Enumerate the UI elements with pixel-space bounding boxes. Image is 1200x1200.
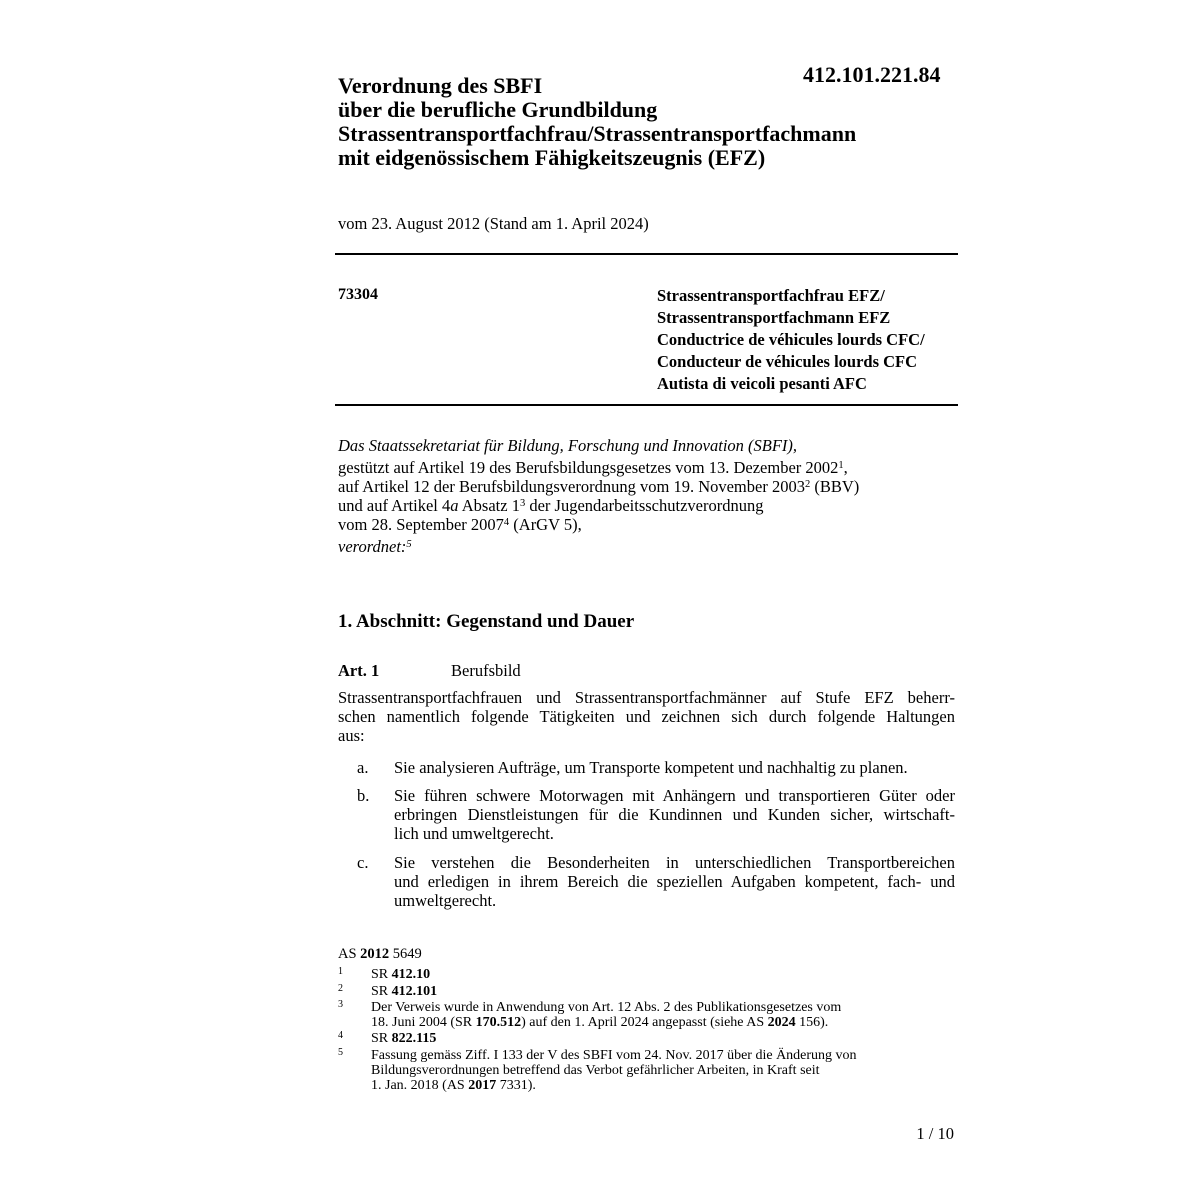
page-number: 1 / 10 [916, 1124, 954, 1143]
preamble-line: vom 28. September 2007$^4$ (ArGV 5), [338, 515, 582, 534]
footnote-number: 3 [338, 999, 343, 1010]
title-line: mit eidgenössischem Fähigkeitszeugnis (EFZ) [338, 145, 766, 170]
item-line: Sie führen schwere Motorwagen mit Anhängern und transportieren Güter oder [394, 786, 955, 805]
preamble-line: und auf Artikel 4a Absatz $1^3$ der Jugendarbeitsschutzverordnung [338, 496, 764, 515]
footnote-ref: 4 [503, 517, 510, 528]
footnote-ref: 3 [519, 498, 526, 509]
profession-name: Autista di veicoli pesanti AFC [657, 374, 867, 393]
profession-name: Conductrice de véhicules lourds CFC/ [657, 330, 925, 349]
item-line: umweltgerecht. [394, 891, 497, 910]
title-line: über die berufliche Grundbildung [338, 97, 658, 122]
item-line: Sie verstehen die Besonderheiten in unterschiedlichen Transportbereichen [394, 853, 955, 872]
as-reference: AS 2012 5649 [338, 946, 422, 962]
profession-name: Strassentransportfachmann EFZ [657, 308, 891, 327]
section-heading: 1. Abschnitt: Gegenstand und Dauer [338, 611, 635, 632]
footnote-ref: 1 [838, 460, 844, 471]
preamble-line: auf Artikel 12 der Berufsbildungsverordnung vom 19. November 2003$^2$ (BBV) [338, 477, 860, 496]
profession-name: Conducteur de véhicules lourds CFC [657, 352, 918, 371]
intro-line: Strassentransportfachfrauen und Strassentransportfachmänner auf Stufe EFZ beherr- [338, 688, 955, 707]
preamble-line: gestützt auf Artikel 19 des Berufsbildungsgesetzes vom 13. Dezember 2002$^1$, [338, 458, 848, 477]
article-title: Berufsbild [451, 661, 521, 680]
profession-name: Strassentransportfachfrau EFZ/ [657, 286, 885, 305]
preamble-issuer: Das Staatssekretariat für Bildung, Forschung und Innovation (SBFI), [338, 436, 798, 455]
item-letter: c. [357, 853, 369, 872]
item-line: lich und umweltgerecht. [394, 824, 554, 843]
profession-names [657, 285, 925, 395]
item-letter: a. [357, 758, 369, 777]
item-letter: b. [357, 786, 370, 805]
preamble-verordnet: verordnet:$^5$ [338, 537, 412, 556]
footnote-number: 4 [338, 1030, 343, 1041]
title-line: Strassentransportfachfrau/Strassentransportfachmann [338, 121, 857, 146]
intro-line: schen namentlich folgende Tätigkeiten und zeichnen sich durch folgende Haltungen [338, 707, 955, 726]
footnote-number: 1 [338, 966, 343, 977]
footnote-number: 2 [338, 983, 343, 994]
article-intro [338, 688, 955, 745]
date-line: vom 23. August 2012 (Stand am 1. April 2024) [338, 214, 649, 233]
article-number: Art. 1 [338, 661, 380, 680]
bottom-divider [335, 404, 958, 406]
footnote-ref: 5 [406, 539, 412, 550]
title-line: Verordnung des SBFI [338, 73, 543, 98]
footnote-ref: 2 [804, 479, 811, 490]
profession-code: 73304 [338, 286, 378, 303]
intro-line: aus: [338, 726, 365, 745]
sr-number: 412.101.221.84 [803, 62, 941, 87]
footnote-number: 5 [338, 1047, 343, 1058]
document-title [338, 74, 958, 170]
item-line: Sie analysieren Aufträge, um Transporte kompetent und nachhaltig zu planen. [394, 758, 908, 777]
top-divider [335, 253, 958, 255]
item-line: erbringen Dienstleistungen für die Kundinnen und Kunden sicher, wirtschaft- [394, 805, 955, 824]
article-heading [338, 661, 521, 681]
preamble [338, 436, 958, 556]
item-line: und erledigen in ihrem Bereich die speziellen Aufgaben kompetent, fach- und [394, 872, 955, 891]
